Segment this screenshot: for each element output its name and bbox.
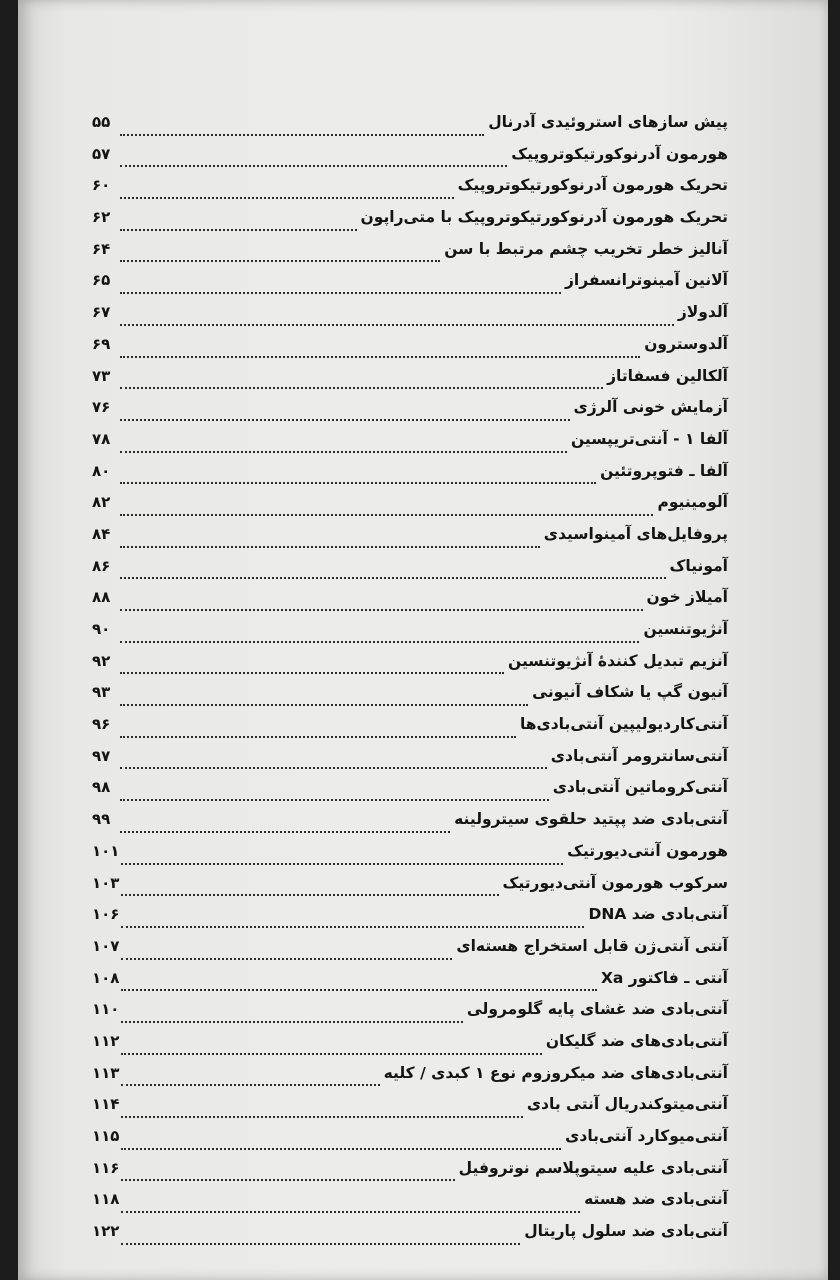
toc-page-number: ۸۶: [92, 556, 111, 575]
dot-leader: [120, 418, 570, 421]
toc-page-number: ۸۴: [92, 524, 111, 543]
toc-entry-title: آنتی‌بادی ضد پپتید حلقوی سیترولینه: [454, 810, 728, 829]
toc-entry-title: آلفا ۱ - آنتی‌تریپسین: [570, 429, 728, 448]
dot-leader: [120, 164, 507, 167]
toc-page-number: ۸۲: [92, 493, 111, 512]
toc-entry: [92, 145, 728, 177]
dot-leader: [120, 671, 504, 674]
toc-page-number: ۵۷: [92, 144, 111, 163]
toc-entry: [92, 1064, 728, 1096]
dot-leader: [121, 1178, 454, 1181]
toc-page-number: ۹۹: [92, 810, 111, 829]
toc-page-number: ۶۵: [92, 271, 111, 290]
dot-leader: [121, 1210, 580, 1213]
toc-entry: [92, 905, 728, 937]
toc-page-number: ۶۰: [92, 176, 111, 195]
toc-entry-title: پیش سازهای استروئیدی آدرنال: [488, 113, 728, 131]
dot-leader: [120, 513, 653, 516]
dot-leader: [120, 196, 454, 199]
toc-entry-title: آلانین آمینوترانسفراز: [564, 271, 728, 290]
toc-entry: [92, 240, 728, 272]
toc-entry-title: آلومینیوم: [657, 493, 728, 512]
toc-entry-title: تحریک هورمون آدرنوکورتیکوتروپیک: [457, 176, 728, 195]
toc-page-number: ۷۸: [92, 429, 111, 448]
dot-leader: [120, 703, 528, 706]
toc-entry: [92, 1190, 728, 1222]
toc-entry-title: آنتی‌میتوکندریال آنتی بادی: [526, 1095, 728, 1114]
dot-leader: [121, 893, 498, 896]
dot-leader: [121, 925, 584, 928]
dot-leader: [120, 259, 440, 262]
toc-page-number: ۱۱۰: [92, 1000, 120, 1019]
toc-page-number: ۱۱۶: [92, 1158, 120, 1177]
dot-leader: [120, 545, 540, 548]
toc-entry-title: تحریک هورمون آدرنوکورتیکوتروپیک با متی‌راپون: [360, 208, 728, 227]
toc-page-number: ۹۷: [92, 746, 111, 765]
dot-leader: [120, 323, 674, 326]
toc-entry: [92, 557, 728, 589]
dot-leader: [120, 291, 561, 294]
toc-page-number: ۹۳: [92, 683, 111, 702]
toc-entry: [92, 874, 728, 906]
toc-page-number: ۶۷: [92, 303, 111, 322]
toc-page-number: ۱۰۷: [92, 936, 120, 955]
dot-leader: [121, 1242, 520, 1245]
toc-page-number: ۶۲: [92, 208, 111, 227]
toc-entry: [92, 1127, 728, 1159]
toc-entry: [92, 969, 728, 1001]
toc-page-number: ۱۱۸: [92, 1190, 120, 1209]
toc-entry-title: آنتی‌کاردیولیپین آنتی‌بادی‌ها: [519, 715, 728, 734]
toc-page-number: ۱۱۲: [92, 1031, 120, 1050]
dot-leader: [120, 450, 567, 453]
toc-entry-title: هورمون آنتی‌دیورتیک: [567, 841, 728, 860]
dot-leader: [121, 957, 452, 960]
toc-entry: [92, 747, 728, 779]
toc-entry-title: آنتی آنتی‌ژن قابل استخراج هسته‌ای: [456, 936, 728, 955]
dot-leader: [120, 608, 643, 611]
dot-leader: [120, 228, 357, 231]
toc-entry: [92, 1032, 728, 1064]
toc-entry-title: آلدولاز: [677, 303, 728, 322]
toc-entry-title: آمیلاز خون: [646, 588, 728, 607]
toc-entry: [92, 810, 728, 842]
dot-leader: [120, 386, 603, 389]
toc-entry: [92, 652, 728, 684]
toc-entry: [92, 462, 728, 494]
toc-page-number: ۵۵: [92, 113, 111, 131]
toc-entry-title: آنتی‌بادی ضد سلول پاریتال: [524, 1222, 728, 1241]
toc-page-number: ۹۰: [92, 620, 111, 638]
toc-entry-title: آلفا ـ فتوپروتئین: [600, 461, 728, 480]
dot-leader: [120, 798, 549, 801]
toc-entry: [92, 398, 728, 430]
toc-page-number: ۱۱۴: [92, 1095, 120, 1114]
dot-leader: [120, 133, 484, 136]
toc-entry: [92, 335, 728, 367]
dot-leader: [121, 862, 563, 865]
toc-entry-title: آلکالین فسفاتاز: [607, 366, 728, 385]
toc-entry-title: آنیون گپ یا شکاف آنیونی: [532, 683, 728, 702]
toc-entry: [92, 525, 728, 557]
toc-entry: [92, 1222, 728, 1254]
dot-leader: [121, 1083, 379, 1086]
dot-leader: [121, 1147, 561, 1150]
toc-entry-title: آلدوسترون: [644, 334, 728, 353]
toc-page-number: ۱۲۲: [92, 1222, 120, 1241]
toc-page-number: ۸۸: [92, 588, 111, 607]
toc-entry-title: آنزیم تبدیل کنندهٔ آنژیوتنسین: [508, 651, 728, 670]
toc-entry: [92, 176, 728, 208]
toc-entry-title: آنتی‌بادی ضد هسته: [584, 1190, 728, 1209]
toc-entry: [92, 367, 728, 399]
toc-page-number: ۱۱۳: [92, 1063, 120, 1082]
toc-entry-title: آنتی ـ فاکتور Xa: [600, 968, 728, 987]
toc-entry: [92, 778, 728, 810]
toc-page-number: ۷۶: [92, 398, 111, 417]
toc-page-number: ۹۶: [92, 715, 111, 734]
toc-entry-title: آنتی‌بادی‌های ضد میکروزوم نوع ۱ کبدی / کلیه: [383, 1063, 728, 1082]
toc-page-number: ۶۴: [92, 239, 111, 258]
toc-entry-title: آزمایش خونی آلرژی: [573, 398, 728, 417]
toc-page-number: ۹۸: [92, 778, 111, 797]
toc-entry-title: آنالیز خطر تخریب چشم مرتبط با سن: [444, 239, 728, 258]
toc-page-number: ۱۰۶: [92, 905, 120, 924]
toc-entry-title: آنتی‌بادی ضد DNA: [588, 905, 728, 924]
dot-leader: [121, 1052, 541, 1055]
toc-entry: [92, 715, 728, 747]
toc-entry-title: سرکوب هورمون آنتی‌دیورتیک: [502, 873, 728, 892]
toc-entry-title: آنتی‌بادی‌های ضد گلیکان: [545, 1031, 728, 1050]
toc-page-number: ۶۹: [92, 334, 111, 353]
toc-page-number: ۷۳: [92, 366, 111, 385]
toc-page-number: ۹۲: [92, 651, 111, 670]
dot-leader: [121, 988, 597, 991]
dot-leader: [120, 481, 596, 484]
toc-entry-title: آنتی‌کروماتین آنتی‌بادی: [552, 778, 728, 797]
table-of-contents: [92, 113, 728, 1254]
toc-page-number: ۱۰۳: [92, 873, 120, 892]
dot-leader: [121, 1020, 462, 1023]
toc-entry: [92, 208, 728, 240]
toc-entry: [92, 1095, 728, 1127]
toc-entry: [92, 1159, 728, 1191]
toc-entry-title: آنتی‌بادی ضد غشای پایه گلومرولی: [466, 1000, 728, 1019]
toc-page-number: ۱۱۵: [92, 1127, 120, 1145]
dot-leader: [121, 1115, 522, 1118]
toc-entry-title: آمونیاک: [669, 556, 728, 575]
toc-entry: [92, 430, 728, 462]
toc-entry-title: آنتی‌بادی علیه سیتوپلاسم نوتروفیل: [458, 1158, 728, 1177]
toc-entry: [92, 1000, 728, 1032]
toc-entry: [92, 683, 728, 715]
book-page: [18, 0, 828, 1280]
toc-entry-title: آنتی‌میوکارد آنتی‌بادی: [565, 1127, 728, 1145]
dot-leader: [120, 576, 666, 579]
toc-entry: [92, 113, 728, 145]
toc-page-number: ۱۰۸: [92, 968, 120, 987]
toc-page-number: ۸۰: [92, 461, 111, 480]
toc-entry-title: آنژیوتنسین: [643, 620, 728, 638]
dot-leader: [120, 830, 450, 833]
toc-entry: [92, 271, 728, 303]
toc-entry: [92, 937, 728, 969]
toc-entry-title: آنتی‌سانترومر آنتی‌بادی: [550, 746, 728, 765]
toc-page-number: ۱۰۱: [92, 841, 120, 860]
dot-leader: [120, 735, 516, 738]
toc-entry: [92, 588, 728, 620]
toc-entry: [92, 842, 728, 874]
dot-leader: [120, 355, 640, 358]
toc-entry-title: پروفایل‌های آمینواسیدی: [543, 524, 728, 543]
toc-entry: [92, 620, 728, 652]
dot-leader: [120, 640, 639, 643]
dot-leader: [120, 766, 547, 769]
toc-entry: [92, 493, 728, 525]
toc-entry-title: هورمون آدرنوکورتیکوتروپیک: [511, 144, 728, 163]
toc-entry: [92, 303, 728, 335]
